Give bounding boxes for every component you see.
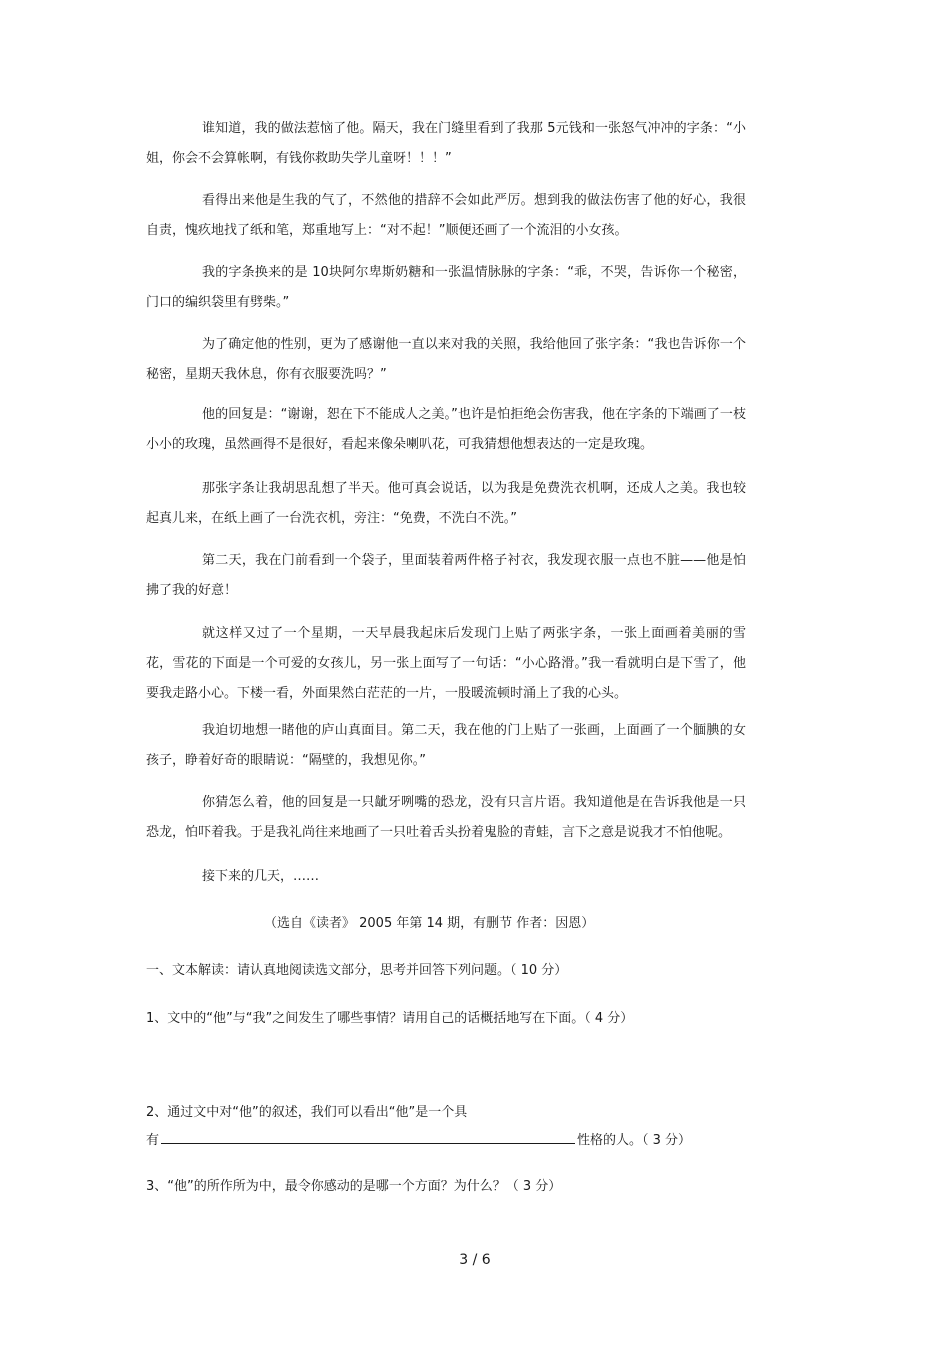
story-paragraph: 第二天，我在门前看到一个袋子，里面装着两件格子衬衣，我发现衣服一点也不脏——他是怕拂了我的好意！	[146, 553, 746, 598]
question-2: 2、通过文中对“他”的叙述，我们可以看出“他”是一个具	[146, 1105, 468, 1120]
story-paragraph: 他的回复是：“谢谢，恕在下不能成人之美。”也许是怕拒绝会伤害我，他在字条的下端画了一枝小小的玫瑰，虽然画得不是很好，看起来像朵喇叭花，可我猜想他想表达的一定是玫瑰。	[146, 407, 746, 452]
story-paragraph: 谁知道，我的做法惹恼了他。隔天，我在门缝里看到了我那 5元钱和一张怒气冲冲的字条：“小姐，你会不会算帐啊，有钱你救助失学儿童呀！！！”	[146, 121, 746, 166]
source-citation: （选自《读者》 2005 年第 14 期，有删节 作者：因恩）	[264, 916, 595, 931]
story-paragraph: 我迫切地想一睹他的庐山真面目。第二天，我在他的门上贴了一张画，上面画了一个腼腆的女孩子，睁着好奇的眼睛说：“隔壁的，我想见你。”	[146, 723, 746, 768]
section-title: 一、文本解读：请认真地阅读选文部分，思考并回答下列问题。（ 10 分）	[146, 963, 568, 978]
question-1: 1、文中的“他”与“我”之间发生了哪些事情？请用自己的话概括地写在下面。（ 4 分）	[146, 1011, 634, 1026]
story-paragraph: 我的字条换来的是 10块阿尔卑斯奶糖和一张温情脉脉的字条：“乖，不哭，告诉你一个秘密，门口的编织袋里有劈柴。”	[146, 265, 746, 310]
story-paragraph: 为了确定他的性别，更为了感谢他一直以来对我的关照，我给他回了张字条：“我也告诉你一个秘密，星期天我休息，你有衣服要洗吗？”	[146, 337, 746, 382]
page-number: 3 / 6	[459, 1252, 491, 1268]
story-paragraph: 那张字条让我胡思乱想了半天。他可真会说话，以为我是免费洗衣机啊，还成人之美。我也较起真儿来，在纸上画了一台洗衣机，旁注：“免费，不洗白不洗。”	[146, 481, 746, 526]
answer-blank[interactable]	[161, 1129, 575, 1144]
story-paragraph: 看得出来他是生我的气了，不然他的措辞不会如此严厉。想到我的做法伤害了他的好心，我很自责，愧疚地找了纸和笔，郑重地写上：“对不起！”顺便还画了一个流泪的小女孩。	[146, 193, 746, 238]
question-3: 3、“他”的所作所为中，最令你感动的是哪一个方面？为什么？（ 3 分）	[146, 1179, 562, 1194]
story-paragraph: 你猜怎么着，他的回复是一只龇牙咧嘴的恐龙，没有只言片语。我知道他是在告诉我他是一只恐龙，怕吓着我。于是我礼尚往来地画了一只吐着舌头扮着鬼脸的青蛙，言下之意是说我才不怕他呢。	[146, 795, 746, 840]
question-2-suffix: 性格的人。（ 3 分）	[577, 1133, 692, 1148]
question-2-prefix: 有	[146, 1133, 160, 1148]
story-paragraph: 接下来的几天，……	[202, 869, 320, 884]
story-paragraph: 就这样又过了一个星期，一天早晨我起床后发现门上贴了两张字条，一张上面画着美丽的雪花，雪花的下面是一个可爱的女孩儿，另一张上面写了一句话：“小心路滑。”我一看就明白是下雪了，他要我走路小心。下楼一看，外面果然白茫茫的一片，一股暖流顿时涌上了我的心头。	[146, 626, 746, 701]
question-2-answer-line	[146, 1129, 691, 1151]
